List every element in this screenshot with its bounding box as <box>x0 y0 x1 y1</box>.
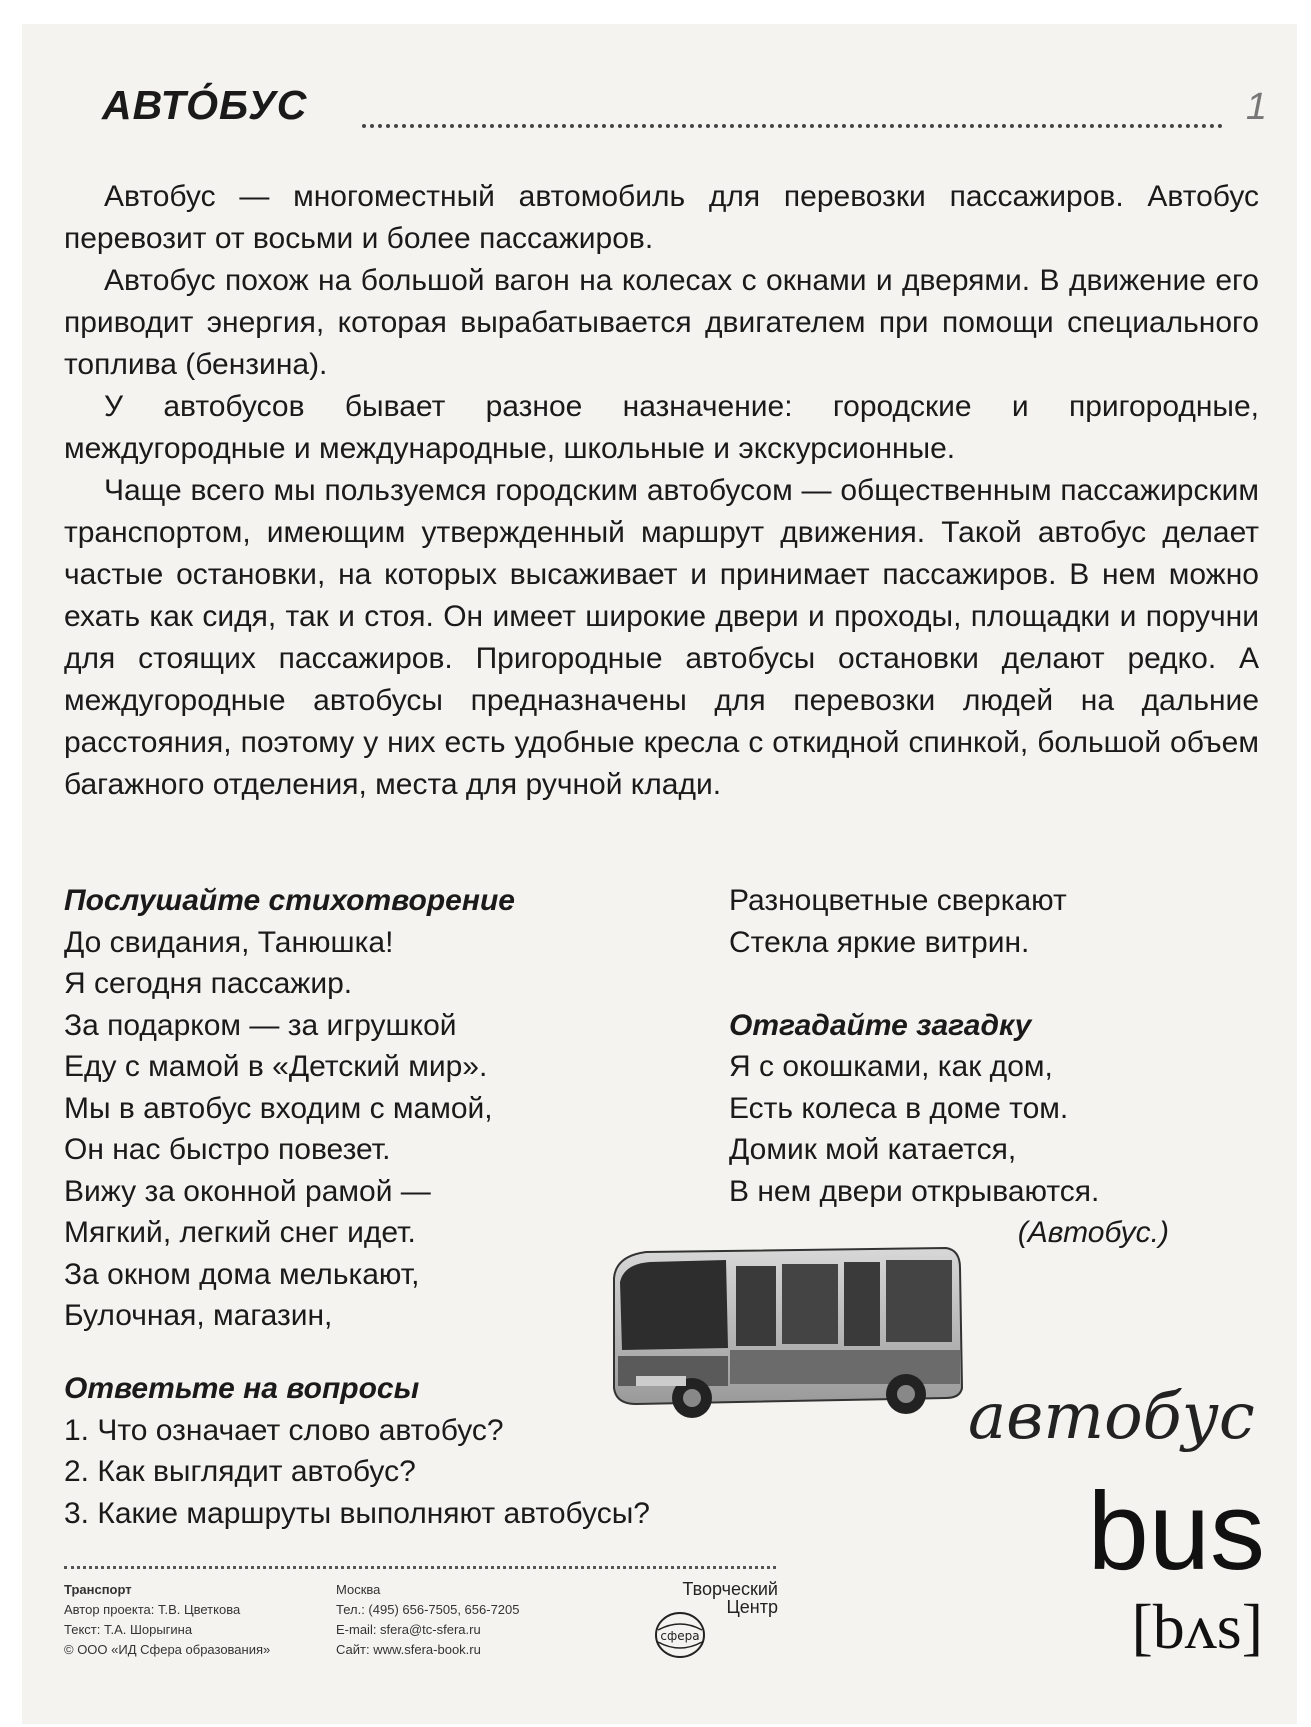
poem-line: Разноцветные сверкают <box>729 884 1067 917</box>
footer-credits <box>64 1580 270 1660</box>
article-paragraph: Чаще всего мы пользуемся городским автобусом — общественным пассажирским транспортом, имеющим утвержденный маршрут движения. Такой автобус делает частые остановки, на которых высаживает и принимает пассажиров. В нем можно ехать как сидя, так и стоя. Он имеет широкие двери и проходы, площадки и поручни для стоящих пассажиров. Пригородные автобусы остановки делают редко. А междугородные автобусы предназначены для перевозки людей на дальние расстояния, поэтому у них есть удобные кресла с откидной спинкой, большой объем багажного отделения, места для ручной клади. <box>64 474 1259 801</box>
article-paragraph: У автобусов бывает разное назначение: городские и пригородные, междугородные и международные, школьные и экскурсионные. <box>64 390 1259 465</box>
article-paragraph: Автобус — многоместный автомобиль для перевозки пассажиров. Автобус перевозит от восьми и более пассажиров. <box>64 180 1259 255</box>
questions-heading: Ответьте на вопросы <box>64 1372 420 1405</box>
logo-line: Центр <box>726 1597 778 1617</box>
poem-line: До свидания, Танюшка! <box>64 925 394 959</box>
poem-line: За подарком — за игрушкой <box>64 1008 457 1042</box>
poem-line: Стекла яркие витрин. <box>729 925 1030 959</box>
article-text <box>64 176 1259 806</box>
page-title: АВТО́БУС <box>102 82 308 128</box>
english-word: bus <box>1087 1470 1265 1593</box>
footer-line: E-mail: sfera@tc-sfera.ru <box>336 1622 481 1637</box>
poem-line: Булочная, магазин, <box>64 1299 333 1332</box>
footer-line: Текст: Т.А. Шорыгина <box>64 1622 193 1637</box>
bus-illustration <box>606 1238 966 1428</box>
poem-line: Мы в автобус входим с мамой, <box>64 1091 493 1125</box>
script-word: автобус <box>968 1380 1255 1454</box>
riddle-line: Есть колеса в доме том. <box>729 1091 1069 1125</box>
riddle-line: В нем двери открываются. <box>729 1174 1100 1208</box>
poem-heading: Послушайте стихотворение <box>64 884 515 917</box>
footer-divider <box>64 1566 776 1569</box>
title-row <box>102 82 1267 142</box>
poem-line: Вижу за оконной рамой — <box>64 1174 431 1208</box>
page-number: 1 <box>1245 86 1267 128</box>
spacer <box>729 963 1249 1005</box>
question-item: 2. Как выглядит автобус? <box>64 1455 416 1488</box>
poem-line: Мягкий, легкий снег идет. <box>64 1216 416 1249</box>
riddle-line: Домик мой катается, <box>729 1133 1017 1166</box>
question-item: 3. Какие маршруты выполняют автобусы? <box>64 1496 650 1530</box>
footer-contacts <box>336 1580 520 1660</box>
footer-line: Сайт: www.sfera-book.ru <box>336 1642 481 1657</box>
footer-line: Автор проекта: Т.В. Цветкова <box>64 1602 241 1617</box>
poem-column-right <box>729 880 1249 1254</box>
poem-line: Еду с мамой в «Детский мир». <box>64 1050 488 1083</box>
poem-column-left <box>64 880 664 1337</box>
poem-line: За окном дома мелькают, <box>64 1257 420 1291</box>
publisher-logo <box>650 1580 780 1660</box>
poem-line: Я сегодня пассажир. <box>64 967 353 1000</box>
footer-line: Тел.: (495) 656-7505, 656-7205 <box>336 1602 520 1617</box>
logo-line: Творческий <box>682 1579 778 1599</box>
footer-series: Транспорт <box>64 1582 132 1597</box>
sphere-logo-icon <box>650 1610 710 1660</box>
question-item: 1. Что означает слово автобус? <box>64 1413 504 1447</box>
riddle-heading: Отгадайте загадку <box>729 1008 1032 1042</box>
footer-line: © ООО «ИД Сфера образования» <box>64 1642 271 1657</box>
article-paragraph: Автобус похож на большой вагон на колесах с окнами и дверями. В движение его приводит энергия, которая вырабатывается двигателем при помощи специального топлива (бензина). <box>64 264 1259 381</box>
title-leader-dots <box>362 124 1223 128</box>
footer-line: Москва <box>336 1582 381 1597</box>
svg-text:сфера: сфера <box>660 1629 700 1643</box>
poem-line: Он нас быстро повезет. <box>64 1133 391 1166</box>
transcription: [bʌs] <box>1131 1591 1263 1662</box>
questions-block <box>64 1368 650 1534</box>
riddle-line: Я с окошками, как дом, <box>729 1050 1053 1083</box>
riddle-answer: (Автобус.) <box>1017 1216 1169 1249</box>
